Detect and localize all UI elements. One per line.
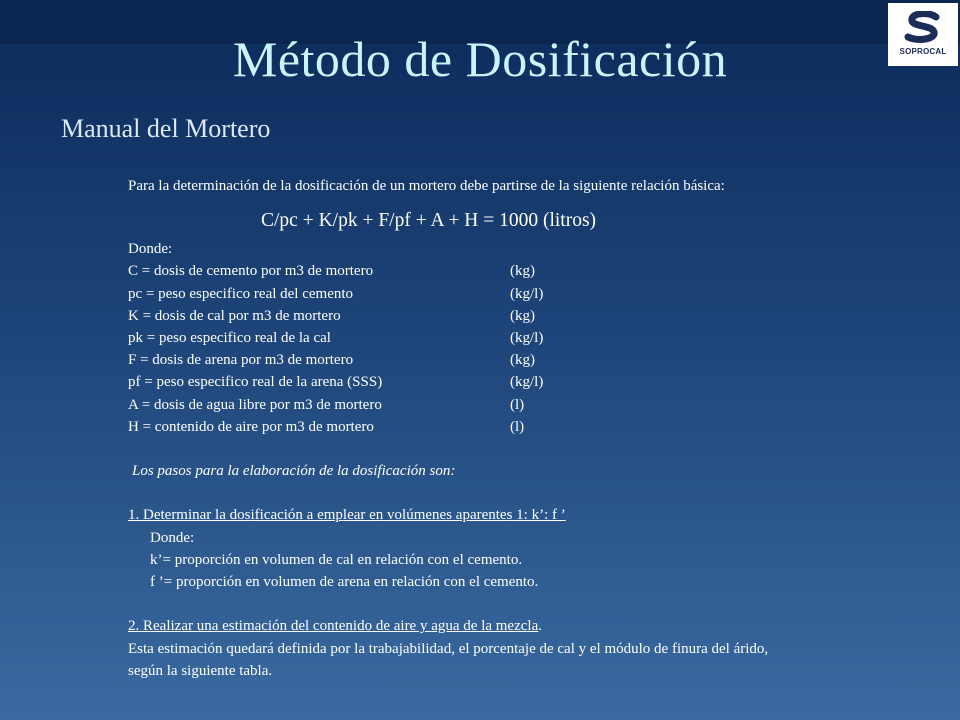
step-1-title: 1. Determinar la dosificación a emplear en volúmenes aparentes 1: k’: f ’ [128,507,566,524]
step-2-title-suffix: . [538,618,542,635]
definition-unit: (kg/l) [510,329,544,346]
spacer [128,482,943,504]
definition-term: H = contenido de aire por m3 de mortero [128,418,374,435]
definition-term: A = dosis de agua libre por m3 de mortero [128,396,382,413]
definition-unit: (l) [510,418,525,435]
definition-row [128,260,943,282]
definition-row [128,371,943,393]
definition-unit: (kg) [510,307,535,324]
definition-term: pk = peso especifico real de la cal [128,329,331,346]
steps-intro: Los pasos para la elaboración de la dosificación son: [132,463,456,480]
step-2-line: Esta estimación quedará definida por la trabajabilidad, el porcentaje de cal y el módulo de finura del árido, [128,640,769,657]
step-1-donde: Donde: [150,529,195,546]
definition-term: K = dosis de cal por m3 de mortero [128,307,341,324]
definition-unit: (kg/l) [510,285,544,302]
definition-list [128,260,943,438]
definition-term: F = dosis de arena por m3 de mortero [128,352,354,369]
step-1-line: f ’= proporción en volumen de arena en relación con el cemento. [150,574,539,590]
spacer [128,593,943,615]
step-1-title-row [128,504,943,526]
donde-label: Donde: [128,241,173,258]
definition-term: pc = peso especifico real del cemento [128,285,354,302]
slide-content [128,175,943,682]
step-2-title-row [128,615,943,637]
step-2-title: 2. Realizar una estimación del contenido de aire y agua de la mezcla [128,618,539,635]
page-title: Método de Dosificación [232,31,728,87]
logo-text: SOPROCAL [899,47,947,56]
definition-unit: (kg) [510,263,535,280]
spacer [128,438,943,460]
definition-row [128,305,943,327]
definition-unit: (l) [510,396,525,413]
step-1-line: k’= proporción en volumen de cal en relación con el cemento. [150,551,523,568]
step-2-line: según la siguiente tabla. [128,662,273,679]
page-subtitle: Manual del Mortero [61,114,271,143]
definition-term: C = dosis de cemento por m3 de mortero [128,263,374,280]
definition-row [128,416,943,438]
definition-unit: (kg/l) [510,374,544,391]
definition-unit: (kg) [510,352,535,369]
formula: C/pc + K/pk + F/pf + A + H = 1000 (litros) [261,210,597,232]
definition-row [128,394,943,416]
definition-row [128,283,943,305]
definition-row [128,327,943,349]
intro-text: Para la determinación de la dosificación de un mortero debe partirse de la siguiente relación básica: [128,178,725,194]
definition-row [128,349,943,371]
definition-term: pf = peso especifico real de la arena (SSS) [128,374,383,391]
